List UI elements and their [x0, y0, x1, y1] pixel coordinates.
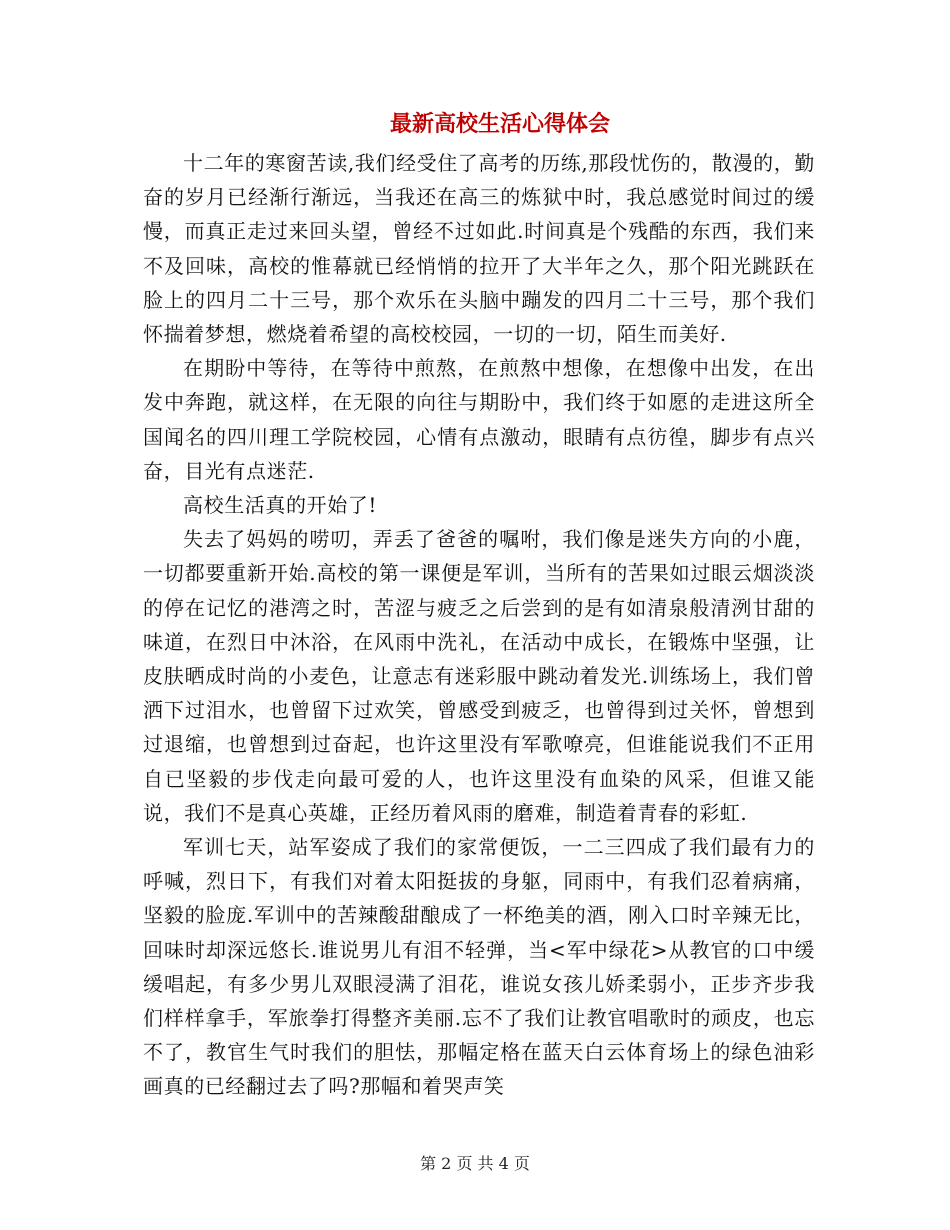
- document-body: [143, 146, 815, 1104]
- paragraph-2: 在期盼中等待，在等待中煎熬，在煎熬中想像，在想像中出发，在出发中奔跑，就这样，在无限的向往与期盼中，我们终于如愿的走进这所全国闻名的四川理工学院校园，心情有点激动，眼睛有点彷徨，脚步有点兴奋，目光有点迷茫.: [143, 356, 815, 483]
- paragraph-3: 高校生活真的开始了!: [183, 493, 378, 518]
- paragraph-4: 失去了妈妈的唠叨，弄丢了爸爸的嘱咐，我们像是迷失方向的小鹿，一切都要重新开始.高校的第一课便是军训，当所有的苦果如过眼云烟淡淡的停在记忆的港湾之时，苦涩与疲乏之后尝到的是有如清泉般清洌甘甜的味道，在烈日中沐浴，在风雨中洗礼，在活动中成长，在锻炼中坚强，让皮肤晒成时尚的小麦色，让意志有迷彩服中跳动着发光.训练场上，我们曾洒下过泪水，也曾留下过欢笑，曾感受到疲乏，也曾得到过关怀，曾想到过退缩，也曾想到过奋起，也许这里没有军歌嘹亮，但谁能说我们不正用自已坚毅的步伐走向最可爱的人，也许这里没有血染的风采，但谁又能说，我们不是真心英雄，正经历着风雨的磨难，制造着青春的彩虹.: [143, 527, 815, 825]
- paragraph-5: 军训七天，站军姿成了我们的家常便饭，一二三四成了我们最有力的呼喊，烈日下，有我们对着太阳挺拔的身躯，同雨中，有我们忍着病痛，坚毅的脸庞.军训中的苦辣酸甜酿成了一杯绝美的酒，刚入口时辛辣无比，回味时却深远悠长.谁说男儿有泪不轻弹，当<军中绿花>从教官的口中缓缓唱起，有多少男儿双眼浸满了泪花，谁说女孩儿娇柔弱小，正步齐步我们样样拿手，军旅拳打得整齐美丽.忘不了我们让教官唱歌时的顽皮，也忘不了，教官生气时我们的胆怯，那幅定格在蓝天白云体育场上的绿色油彩画真的已经翻过去了吗?那幅和着哭声笑: [143, 835, 815, 1099]
- page-number-footer: 第 2 页 共 4 页: [420, 1154, 530, 1173]
- paragraph-1: 十二年的寒窗苦读,我们经受住了高考的历练,那段忧伤的，散漫的，勤奋的岁月已经渐行渐远，当我还在高三的炼狱中时，我总感觉时间过的缓慢，而真正走过来回头望，曾经不过如此.时间真是个残酷的东西，我们来不及回味，高校的惟幕就已经悄悄的拉开了大半年之久，那个阳光跳跃在脸上的四月二十三号，那个欢乐在头脑中蹦发的四月二十三号，那个我们怀揣着梦想，燃烧着希望的高校校园，一切的一切，陌生而美好.: [143, 151, 815, 347]
- document-title: 最新高校生活心得体会: [389, 111, 610, 137]
